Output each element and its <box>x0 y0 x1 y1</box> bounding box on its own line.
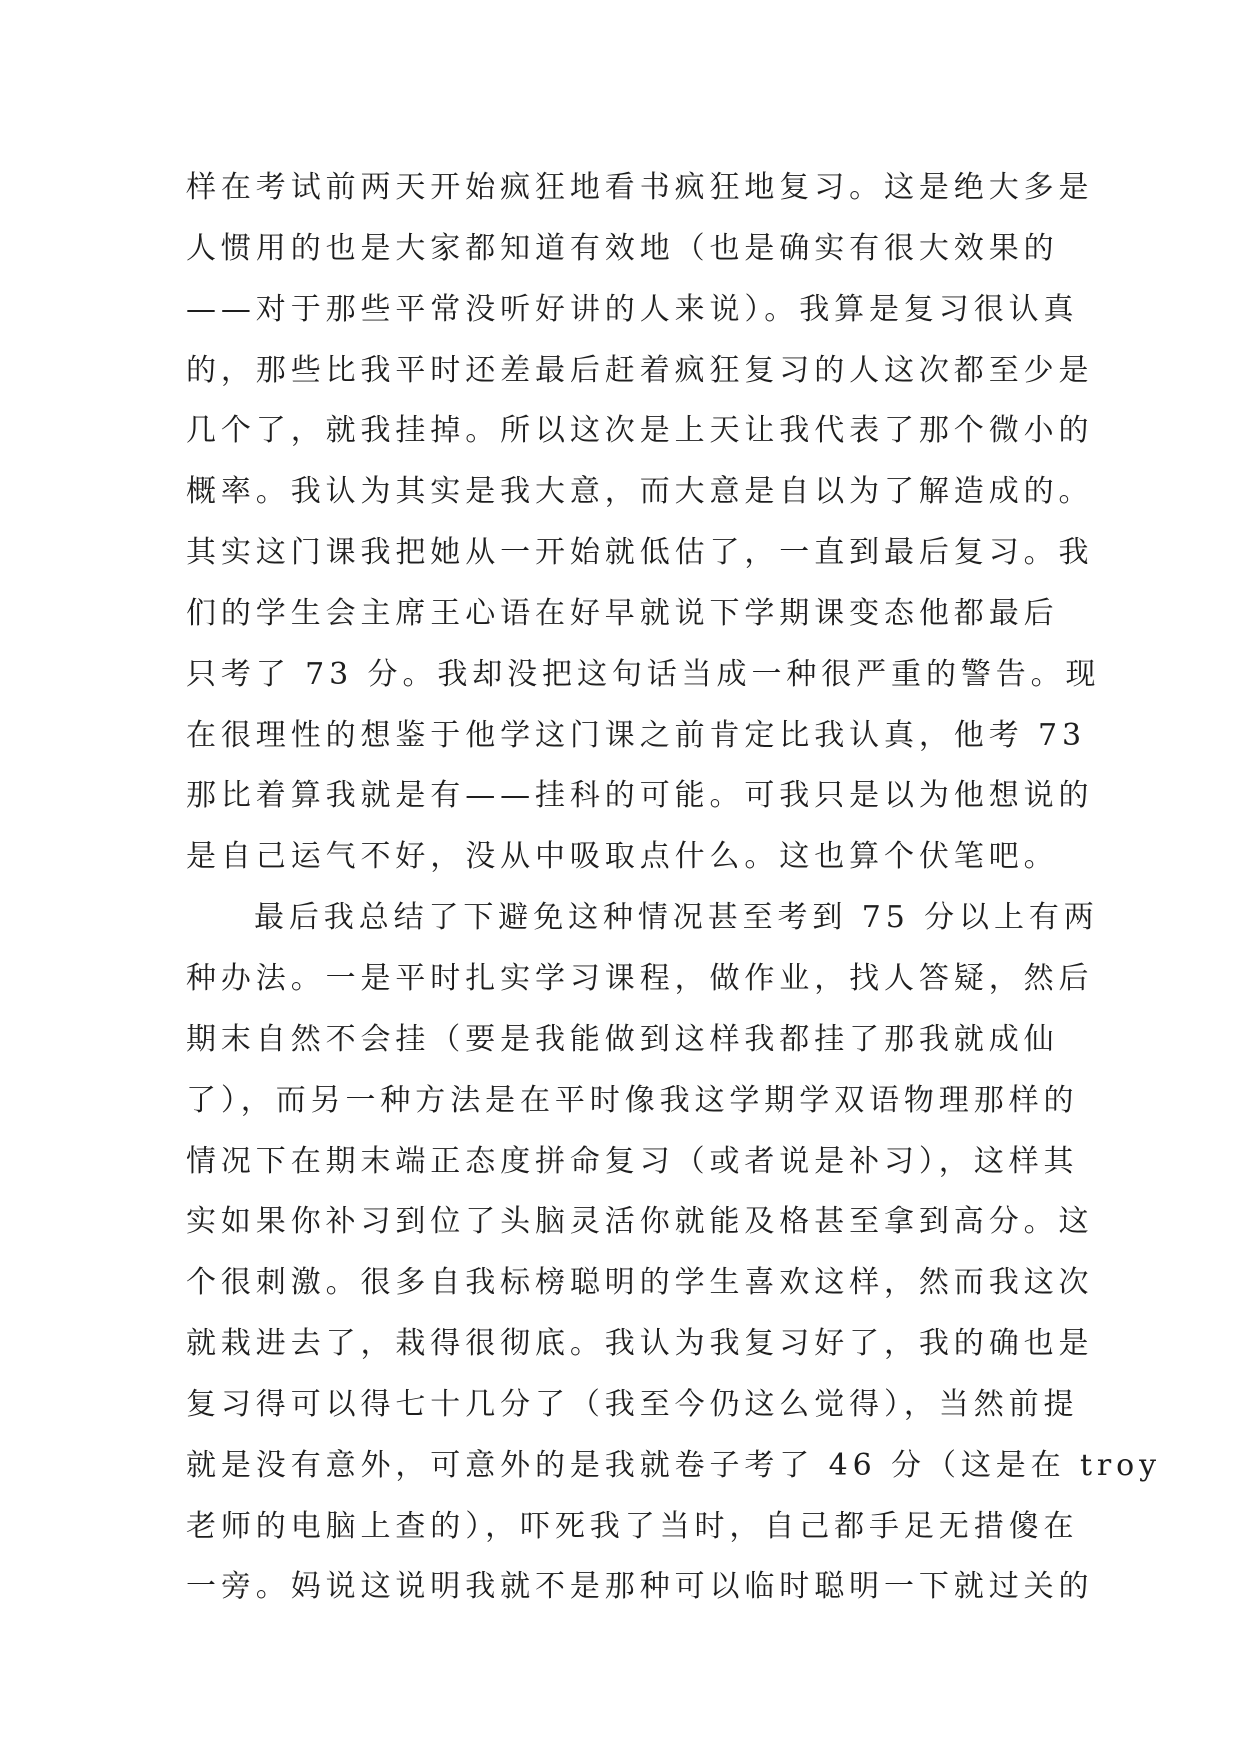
text-line: 其实这门课我把她从一开始就低估了，一直到最后复习。我 <box>186 535 1094 571</box>
text-line: 老师的电脑上查的），吓死我了当时，自己都手足无措傻在 <box>186 1508 1079 1544</box>
text-line: 概率。我认为其实是我大意，而大意是自以为了解造成的。 <box>186 474 1094 510</box>
text-line: 复习得可以得七十几分了（我至今仍这么觉得），当然前提 <box>186 1386 1079 1422</box>
text-line: 那比着算我就是有——挂科的可能。可我只是以为他想说的 <box>186 778 1094 814</box>
text-line: ——对于那些平常没听好讲的人来说）。我算是复习很认真 <box>186 291 1079 327</box>
text-line: 的，那些比我平时还差最后赶着疯狂复习的人这次都至少是 <box>186 352 1094 388</box>
text-line: 是自己运气不好，没从中吸取点什么。这也算个伏笔吧。 <box>186 839 1059 875</box>
text-line: 一旁。妈说这说明我就不是那种可以临时聪明一下就过关的 <box>186 1569 1094 1605</box>
text-line: 样在考试前两天开始疯狂地看书疯狂地复习。这是绝大多是 <box>186 170 1094 205</box>
text-line: 就是没有意外，可意外的是我就卷子考了 46 分（这是在 troy <box>186 1447 1161 1483</box>
text-line: 就栽进去了，栽得很彻底。我认为我复习好了，我的确也是 <box>186 1326 1094 1362</box>
text-line: 只考了 73 分。我却没把这句话当成一种很严重的警告。现 <box>186 656 1101 692</box>
text-line: 在很理性的想鉴于他学这门课之前肯定比我认真，他考 73 <box>186 717 1087 753</box>
text-line: 了），而另一种方法是在平时像我这学期学双语物理那样的 <box>186 1082 1079 1118</box>
paragraph-2 <box>186 888 1161 1618</box>
text-line-indented: 最后我总结了下避免这种情况甚至考到 75 分以上有两 <box>254 900 1099 936</box>
text-line: 期末自然不会挂（要是我能做到这样我都挂了那我就成仙 <box>186 1021 1059 1057</box>
paragraph-1 <box>186 158 1101 888</box>
text-line: 个很刺激。很多自我标榜聪明的学生喜欢这样，然而我这次 <box>186 1265 1094 1301</box>
text-line: 实如果你补习到位了头脑灵活你就能及格甚至拿到高分。这 <box>186 1204 1094 1240</box>
text-line: 情况下在期末端正态度拼命复习（或者说是补习），这样其 <box>186 1143 1079 1179</box>
text-line: 们的学生会主席王心语在好早就说下学期课变态他都最后 <box>186 595 1059 631</box>
body-text <box>186 158 1161 1618</box>
text-line: 人惯用的也是大家都知道有效地（也是确实有很大效果的 <box>186 230 1059 266</box>
text-line: 几个了，就我挂掉。所以这次是上天让我代表了那个微小的 <box>186 413 1094 449</box>
text-line: 种办法。一是平时扎实学习课程，做作业，找人答疑，然后 <box>186 960 1094 996</box>
